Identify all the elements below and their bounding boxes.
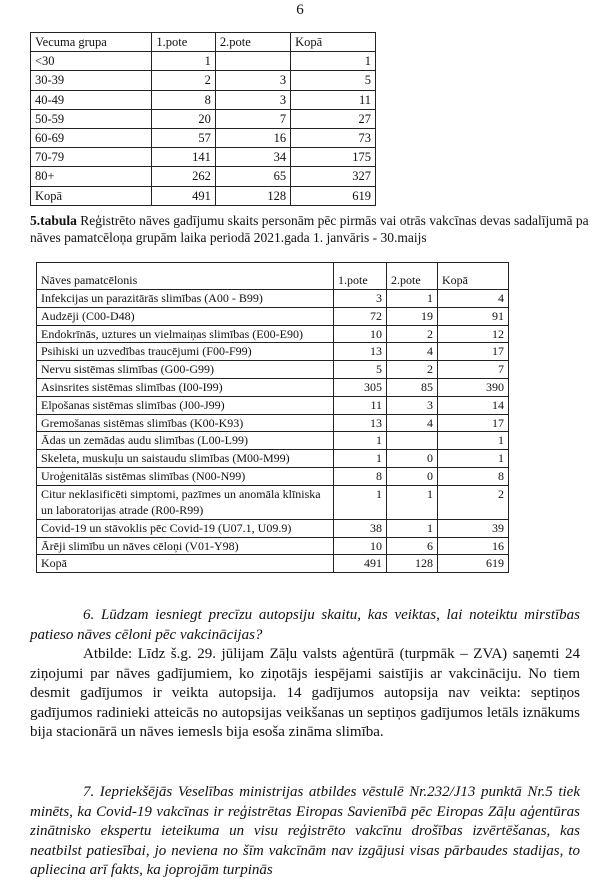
row-label: Covid-19 un stāvoklis pēc Covid-19 (U07.1, U09.9): [37, 519, 334, 537]
age-group-table: [30, 32, 376, 206]
cell-value: 91: [438, 307, 509, 325]
cell-value: 3: [215, 71, 290, 90]
column-header: Nāves pamatcēlonis: [37, 263, 334, 290]
table-row: [37, 432, 509, 450]
row-label: 70-79: [31, 148, 152, 167]
cell-value: 491: [334, 555, 387, 573]
cell-value: 72: [334, 307, 387, 325]
column-header: 1.pote: [334, 263, 387, 290]
cell-value: 5: [291, 71, 376, 90]
row-label: Kopā: [37, 555, 334, 573]
cell-value: 10: [334, 325, 387, 343]
page-number: 6: [296, 2, 304, 18]
cell-value: 1: [387, 290, 438, 308]
cell-value: 1: [387, 485, 438, 519]
table-caption-label: 5.tabula: [30, 213, 77, 228]
cell-value: 17: [438, 414, 509, 432]
cell-value: 3: [334, 290, 387, 308]
cell-value: 20: [152, 109, 215, 128]
cause-of-death-table: [36, 262, 509, 573]
cell-value: 73: [291, 128, 376, 147]
row-label: Nervu sistēmas slimības (G00-G99): [37, 361, 334, 379]
row-label: Asinsrites sistēmas slimības (I00-I99): [37, 378, 334, 396]
row-label: Endokrīnās, uztures un vielmaiņas slimības (E00-E90): [37, 325, 334, 343]
cell-value: 7: [438, 361, 509, 379]
cell-value: 16: [215, 128, 290, 147]
table-row: [37, 537, 509, 555]
cell-value: 491: [152, 186, 215, 205]
cell-value: 14: [438, 396, 509, 414]
table-row: [31, 148, 376, 167]
cell-value: 327: [291, 167, 376, 186]
table-row: [37, 485, 509, 519]
table-row: [37, 467, 509, 485]
question-7: 7. Iepriekšējās Veselības ministrijas atbildes vēstulē Nr.232/J13 punktā Nr.5 tiek minēts, ka Covid-19 vakcīnas ir reģistrētas Eiropas Savienībā pēc Eiropas Zāļu aģentūras zinātnisko ekspertu ieteikuma un visu reģistrēto vakcīnu drošības izvērtēšanas, kas neatbilst patiesībai, jo neviena no šīm vakcīnām nav izgājusi visas pārbaudes stadijas, to apliecina arī fakts, ka joprojām turpinās: [30, 784, 580, 879]
column-header: 2.pote: [387, 263, 438, 290]
cell-value: 1: [438, 432, 509, 450]
cell-value: 8: [152, 90, 215, 109]
cell-value: 262: [152, 167, 215, 186]
cell-value: 1: [291, 52, 376, 71]
table-row: [31, 90, 376, 109]
table-row: [37, 450, 509, 468]
cell-value: 4: [438, 290, 509, 308]
row-label: Ādas un zemādas audu slimības (L00-L99): [37, 432, 334, 450]
cell-value: 141: [152, 148, 215, 167]
cell-value: 5: [334, 361, 387, 379]
cell-value: 4: [387, 414, 438, 432]
cell-value: 1: [334, 450, 387, 468]
cell-value: 1: [387, 519, 438, 537]
cell-value: 7: [215, 109, 290, 128]
cell-value: [215, 52, 290, 71]
table-caption: [30, 212, 590, 246]
table-row: [37, 361, 509, 379]
cell-value: 0: [387, 467, 438, 485]
table-row: [31, 186, 376, 205]
table-row: [31, 109, 376, 128]
row-label: Uroģenitālās sistēmas slimības (N00-N99): [37, 467, 334, 485]
cell-value: 619: [291, 186, 376, 205]
cell-value: 128: [215, 186, 290, 205]
cell-value: [387, 432, 438, 450]
table-row: [37, 378, 509, 396]
table-row: [31, 71, 376, 90]
table-row: [37, 396, 509, 414]
cell-value: 2: [152, 71, 215, 90]
table-row: [37, 343, 509, 361]
row-label: Audzēji (C00-D48): [37, 307, 334, 325]
table-row: [37, 414, 509, 432]
cell-value: 390: [438, 378, 509, 396]
table-row: [37, 325, 509, 343]
column-header: 2.pote: [215, 33, 290, 52]
cell-value: 10: [334, 537, 387, 555]
cell-value: 619: [438, 555, 509, 573]
cell-value: 0: [387, 450, 438, 468]
column-header: 1.pote: [152, 33, 215, 52]
row-label: 50-59: [31, 109, 152, 128]
cell-value: 1: [334, 432, 387, 450]
cell-value: 57: [152, 128, 215, 147]
cell-value: 19: [387, 307, 438, 325]
cell-value: 2: [438, 485, 509, 519]
table-row: [31, 167, 376, 186]
cell-value: 6: [387, 537, 438, 555]
cell-value: 85: [387, 378, 438, 396]
row-label: Psihiski un uzvedības traucējumi (F00-F99): [37, 343, 334, 361]
cell-value: 128: [387, 555, 438, 573]
table-caption-text: Reģistrēto nāves gadījumu skaits personām pēc pirmās vai otrās vakcīnas devas sadalījumā pa nāves pamatcēloņa grupām laika periodā 2021.gada 1. janvāris - 30.maijs: [30, 213, 589, 245]
table-row: [37, 307, 509, 325]
table-header-row: [37, 263, 509, 290]
cell-value: 305: [334, 378, 387, 396]
row-label: Elpošanas sistēmas slimības (J00-J99): [37, 396, 334, 414]
cell-value: 3: [215, 90, 290, 109]
cell-value: 2: [387, 325, 438, 343]
cell-value: 38: [334, 519, 387, 537]
cell-value: 65: [215, 167, 290, 186]
cell-value: 1: [334, 485, 387, 519]
cell-value: 8: [334, 467, 387, 485]
cell-value: 11: [291, 90, 376, 109]
row-label: Infekcijas un parazitārās slimības (A00 - B99): [37, 290, 334, 308]
cell-value: 39: [438, 519, 509, 537]
row-label: Skeleta, muskuļu un saistaudu slimības (M00-M99): [37, 450, 334, 468]
cell-value: 12: [438, 325, 509, 343]
row-label: 80+: [31, 167, 152, 186]
row-label: Ārēji slimību un nāves cēloņi (V01-Y98): [37, 537, 334, 555]
cell-value: 1: [438, 450, 509, 468]
column-header: Vecuma grupa: [31, 33, 152, 52]
table-header-row: [31, 33, 376, 52]
cell-value: 13: [334, 343, 387, 361]
cell-value: 8: [438, 467, 509, 485]
question-6: 6. Lūdzam iesniegt precīzu autopsiju skaitu, kas veiktas, lai noteiktu mirstības patieso nāves cēloni pēc vakcinācijas?: [30, 607, 580, 643]
row-label: Gremošanas sistēmas slimības (K00-K93): [37, 414, 334, 432]
cell-value: 11: [334, 396, 387, 414]
row-label: 60-69: [31, 128, 152, 147]
row-label: Citur neklasificēti simptomi, pazīmes un anomāla klīniska un laboratorijas atrade (R00-R99): [37, 485, 334, 519]
row-label: <30: [31, 52, 152, 71]
row-label: Kopā: [31, 186, 152, 205]
table-row: [37, 555, 509, 573]
row-label: 40-49: [31, 90, 152, 109]
cell-value: 16: [438, 537, 509, 555]
row-label: 30-39: [31, 71, 152, 90]
cell-value: 1: [152, 52, 215, 71]
cell-value: 13: [334, 414, 387, 432]
cell-value: 4: [387, 343, 438, 361]
column-header: Kopā: [438, 263, 509, 290]
answer-6: Atbilde: Līdz š.g. 29. jūlijam Zāļu valsts aģentūrā (turpmāk – ZVA) saņemti 24 ziņojumi par nāves gadījumiem, ko ziņotājs iespējami saistījis ar vakcināciju. No tiem desmit gadījumos ir veikta autopsija. 14 gadījumos autopsija nav veikta: septiņos gadījumos radinieki atteicās no autopsijas veikšanas un septiņos gadījumos letāls iznākums bija stacionārā un nāves iemesls bija esoša zināma slimība.: [30, 646, 580, 741]
cell-value: 2: [387, 361, 438, 379]
cell-value: 3: [387, 396, 438, 414]
cell-value: 175: [291, 148, 376, 167]
column-header: Kopā: [291, 33, 376, 52]
table-row: [31, 128, 376, 147]
cell-value: 17: [438, 343, 509, 361]
table-row: [37, 290, 509, 308]
cell-value: 27: [291, 109, 376, 128]
table-row: [31, 52, 376, 71]
cell-value: 34: [215, 148, 290, 167]
table-row: [37, 519, 509, 537]
